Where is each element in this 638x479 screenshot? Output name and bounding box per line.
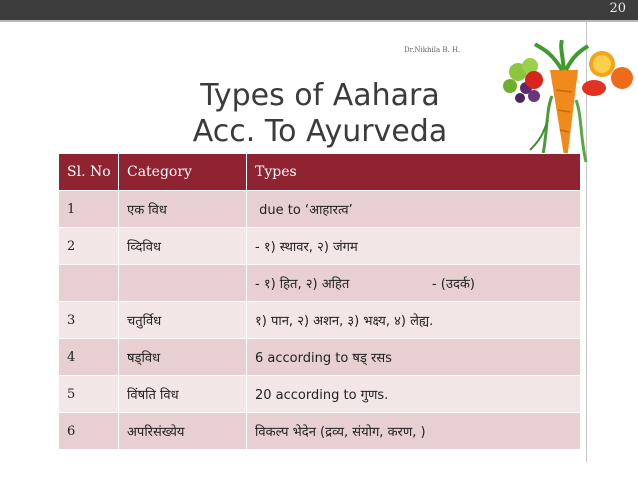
title-line-1: Types of Aahara (200, 78, 440, 113)
header-category: Category (119, 154, 247, 191)
cell-sl-no: 4 (59, 339, 119, 376)
table-row (59, 413, 581, 450)
table-row (59, 302, 581, 339)
cell-sl-no: 6 (59, 413, 119, 450)
cell-types: 20 according to गुणs. (247, 376, 581, 413)
aahara-types-table (58, 153, 581, 450)
cell-sl-no: 3 (59, 302, 119, 339)
vegetables-illustration (490, 40, 638, 170)
table-header-row (59, 154, 581, 191)
cell-category: अपरिसंख्येय (119, 413, 247, 450)
table-row (59, 376, 581, 413)
cell-types: 6 according to षड् रसs (247, 339, 581, 376)
cell-sl-no: 1 (59, 191, 119, 228)
cell-sl-no (59, 265, 119, 302)
cell-category: विंषति विध (119, 376, 247, 413)
table-row (59, 228, 581, 265)
page-number: 20 (609, 1, 626, 16)
cell-category: व्दिविध (119, 228, 247, 265)
cell-types: विकल्प भेदेन (द्रव्य, संयोग, करण, ) (247, 413, 581, 450)
header-types: Types (247, 154, 581, 191)
cell-sl-no: 5 (59, 376, 119, 413)
cell-types: - १) हित, २) अहित - (उदर्क) (247, 265, 581, 302)
table-row (59, 339, 581, 376)
cell-category: एक विध (119, 191, 247, 228)
slide-title (170, 78, 470, 150)
cell-types: १) पान, २) अशन, ३) भक्ष्य, ४) लेह्य. (247, 302, 581, 339)
header-sl-no: Sl. No (59, 154, 119, 191)
table-row (59, 265, 581, 302)
cell-types: - १) स्थावर, २) जंगम (247, 228, 581, 265)
cell-category: चतुर्विध (119, 302, 247, 339)
cell-types: due to ‘आहारत्व’ (247, 191, 581, 228)
top-bar (0, 0, 638, 20)
cell-category: षड्विध (119, 339, 247, 376)
title-line-2: Acc. To Ayurveda (192, 114, 448, 149)
top-divider (0, 20, 638, 22)
author-label: Dr.Nikhila B. H. (404, 46, 461, 54)
cell-category (119, 265, 247, 302)
cell-sl-no: 2 (59, 228, 119, 265)
table-row (59, 191, 581, 228)
